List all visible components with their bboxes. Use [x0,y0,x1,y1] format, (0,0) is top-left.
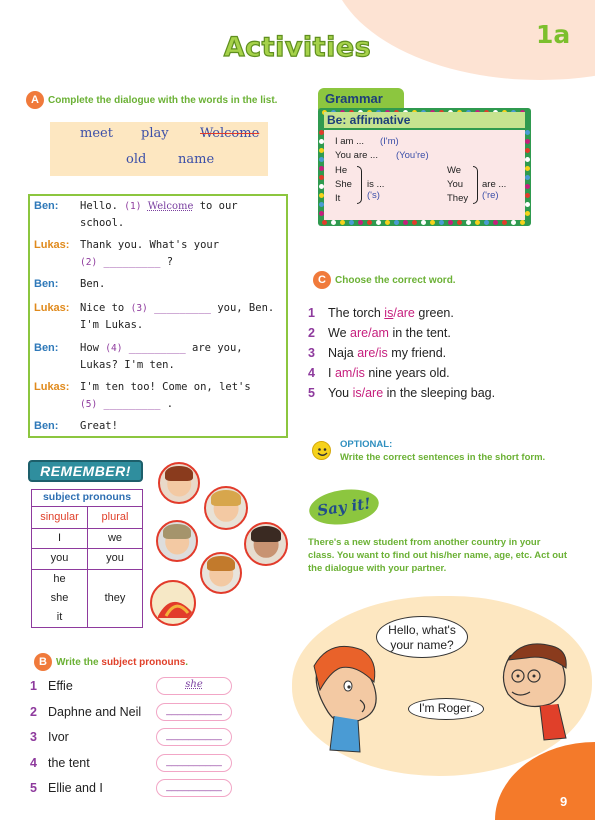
grammar-short-form: ('s) [367,190,380,201]
grammar-table [324,130,525,220]
item-text: the tent [48,756,90,770]
frame-dot [525,175,530,180]
gap-blank[interactable]: _________ [103,398,161,410]
frame-dot [439,220,444,225]
frame-dot [385,220,390,225]
gap-blank[interactable]: _________ [128,342,186,354]
item-text: in the sleeping bag. [386,386,496,400]
speaker-label: Ben: [34,342,59,354]
frame-dot [457,220,462,225]
table-rule [87,507,88,627]
frame-dot [520,220,525,225]
answer-field[interactable]: __________ [156,728,232,746]
word-option[interactable]: are [350,326,369,340]
table-cell: she [50,592,69,604]
speaker-label: Lukas: [34,302,70,314]
word-option[interactable]: am [334,366,353,380]
item-number: 3 [308,346,315,360]
item-text: Ellie and I [48,781,103,795]
frame-dot [466,220,471,225]
item-text: Daphne and Neil [48,705,142,719]
word-name: name [178,152,215,167]
grammar-text: We [447,165,462,176]
remember-banner: REMEMBER! [28,460,143,482]
gap-number: (4) [105,343,123,354]
exercise-item: 5 You is/are in the sleeping bag. [308,386,496,400]
section-a-instruction: Complete the dialogue with the words in the list. [48,95,278,106]
gap-blank[interactable]: _________ [103,256,161,268]
word-option[interactable]: is [352,386,362,400]
table-cell: I [57,532,62,544]
answer-field[interactable] [156,677,232,695]
item-number: 3 [30,730,37,744]
exercise-item: 1 The torch is/are green. [308,306,454,320]
dialogue-text: How [80,342,99,354]
dialogue-box [28,194,288,438]
frame-dot [349,220,354,225]
dialogue-text: Nice to [80,302,125,314]
grammar-short-form: (I'm) [380,136,399,147]
item-number: 1 [30,679,37,693]
item-text: in the tent. [392,326,451,340]
item-number: 2 [308,326,315,340]
frame-dot [331,220,336,225]
item-number: 4 [30,756,37,770]
section-b-badge: B [34,653,52,671]
say-it-instruction: There's a new student from another country in your class. You want to find out his/her name, age, etc. Act out the dialogue with your partner. [308,537,568,574]
photo-boy-2 [156,520,198,562]
item-number: 4 [308,366,315,380]
frame-dot [493,220,498,225]
frame-dot [340,220,345,225]
exercise-item: 4 I am/is nine years old. [308,366,450,380]
table-cell: we [107,532,123,544]
instruction-emphasis: subject pronouns [101,657,186,668]
dialogue-text: Lukas? I'm ten. [80,359,175,371]
photo-boy-3 [200,552,242,594]
brace [473,166,478,204]
grammar-text: They [447,193,469,204]
speaker-label: Ben: [34,278,59,290]
item-number: 5 [30,781,37,795]
gap-number: (5) [80,399,98,410]
table-title: subject pronouns [42,491,132,503]
item-text: We [328,326,347,340]
section-a-badge: A [26,91,44,109]
grammar-tab: Grammar [318,88,404,110]
gap-number: (1) [124,201,142,212]
frame-dot [412,220,417,225]
gap-blank[interactable]: _________ [154,302,211,314]
item-text: The torch [328,306,381,320]
table-cell: he [53,573,66,585]
frame-dot [525,157,530,162]
frame-dot [525,139,530,144]
dialogue-text: . [166,398,174,410]
dialogue-text: Hello. [80,200,118,212]
word-option[interactable]: are [357,346,376,360]
page-title: Activities [223,32,372,63]
grammar-short-form: ('re) [482,190,499,201]
column-header: singular [40,511,79,523]
grammar-text: are ... [482,179,507,190]
answer-field[interactable]: __________ [156,779,232,797]
exercise-item [30,679,73,693]
item-text: Effie [48,679,73,693]
frame-dot [511,220,516,225]
frame-dot [475,220,480,225]
frame-dot [376,220,381,225]
grammar-heading: Be: affirmative [324,112,525,128]
optional-title: OPTIONAL: [340,439,393,450]
exercise-item: 3 Naja are/is my friend. [308,346,447,360]
grammar-text: I am ... [335,136,365,147]
grammar-text: She [335,179,352,190]
gap-answer: Welcome [147,201,194,212]
table-rule [32,569,142,570]
unit-label: 1a [536,20,571,49]
dialogue-text: are you, [192,342,243,354]
frame-dot [322,220,327,225]
dialogue-text: to our [199,200,238,212]
column-header: plural [101,511,129,523]
answer-text: she [185,679,203,690]
item-number: 5 [308,386,315,400]
item-text: You [328,386,350,400]
dialogue-text: school. [80,217,125,229]
exercise-item [30,781,103,795]
dialogue-text: Thank you. What's your [80,239,220,251]
subject-pronouns-table [31,489,143,628]
item-text: Ivor [48,730,69,744]
dialogue-text: I'm ten too! Come on, let's [80,381,251,393]
grammar-text: is ... [367,179,385,190]
optional-instruction: Write the correct sentences in the short form. [340,452,546,463]
frame-dot [525,148,530,153]
item-text: green. [418,306,454,320]
word-option[interactable]: am [371,326,389,340]
word-old: old [126,152,147,167]
dialogue-text: I'm Lukas. [80,319,144,331]
frame-dot [525,184,530,189]
smiley-icon [312,441,331,460]
item-text: I [328,366,332,380]
page-number: 9 [560,794,568,809]
frame-dot [421,220,426,225]
word-option[interactable]: is [378,346,388,360]
exercise-item: 2 We are/am in the tent. [308,326,451,340]
grammar-text: He [335,165,348,176]
section-b-instruction [56,657,188,668]
gap-number: (2) [80,257,98,268]
grammar-short-form: (You're) [396,150,429,161]
word-option[interactable]: are [396,306,415,320]
frame-dot [525,166,530,171]
gap-number: (3) [130,303,148,314]
table-cell: you [50,552,69,564]
frame-dot [358,220,363,225]
speech-bubble-2: I'm Roger. [408,698,484,720]
grammar-text: You [447,179,464,190]
frame-dot [484,220,489,225]
exercise-item [30,705,141,719]
item-number: 1 [308,306,315,320]
frame-dot [525,130,530,135]
exercise-item [30,730,69,744]
speaker-label: Ben: [34,200,59,212]
speech-bubble-1: Hello, what's your name? [376,616,468,658]
word-play: play [141,126,169,141]
word-option[interactable]: are [365,386,384,400]
frame-dot [502,220,507,225]
frame-dot [525,193,530,198]
instruction-text: Write the [56,657,99,668]
dialogue-text: you, Ben. [217,302,275,314]
answer-field[interactable]: __________ [156,703,232,721]
item-text: my friend. [391,346,447,360]
section-c-badge: C [313,271,331,289]
word-option[interactable]: is [355,366,365,380]
speaker-label: Lukas: [34,239,70,251]
dialogue-text: ? [166,256,174,268]
frame-dot [367,220,372,225]
table-cell: it [56,611,63,623]
item-text: nine years old. [368,366,450,380]
speaker-label: Ben: [34,420,59,432]
photo-tent [150,580,196,626]
photo-girl-1 [204,486,248,530]
frame-dot [448,220,453,225]
grammar-text: It [335,193,341,204]
grammar-text: You are ... [335,150,378,161]
photo-girl-2 [244,522,288,566]
word-list-box [50,122,268,176]
frame-dot [525,211,530,216]
word-option[interactable]: is [384,306,394,320]
item-text: Naja [328,346,354,360]
brace [357,166,362,204]
word-welcome: Welcome [200,126,260,141]
say-it-label: Say it! [307,485,381,528]
answer-field[interactable]: __________ [156,754,232,772]
dialogue-text: Great! [80,420,118,432]
instruction-text: . [185,657,189,668]
item-number: 2 [30,705,37,719]
dialogue-text: Ben. [80,278,106,290]
section-c-instruction: Choose the correct word. [335,275,456,286]
frame-dot [394,220,399,225]
table-rule [32,548,142,549]
table-cell: they [104,592,126,604]
photo-boy-1 [158,462,200,504]
speaker-label: Lukas: [34,381,70,393]
exercise-item [30,756,90,770]
table-cell: you [106,552,124,564]
frame-dot [525,202,530,207]
word-meet: meet [80,126,113,141]
frame-dot [430,220,435,225]
frame-dot [403,220,408,225]
